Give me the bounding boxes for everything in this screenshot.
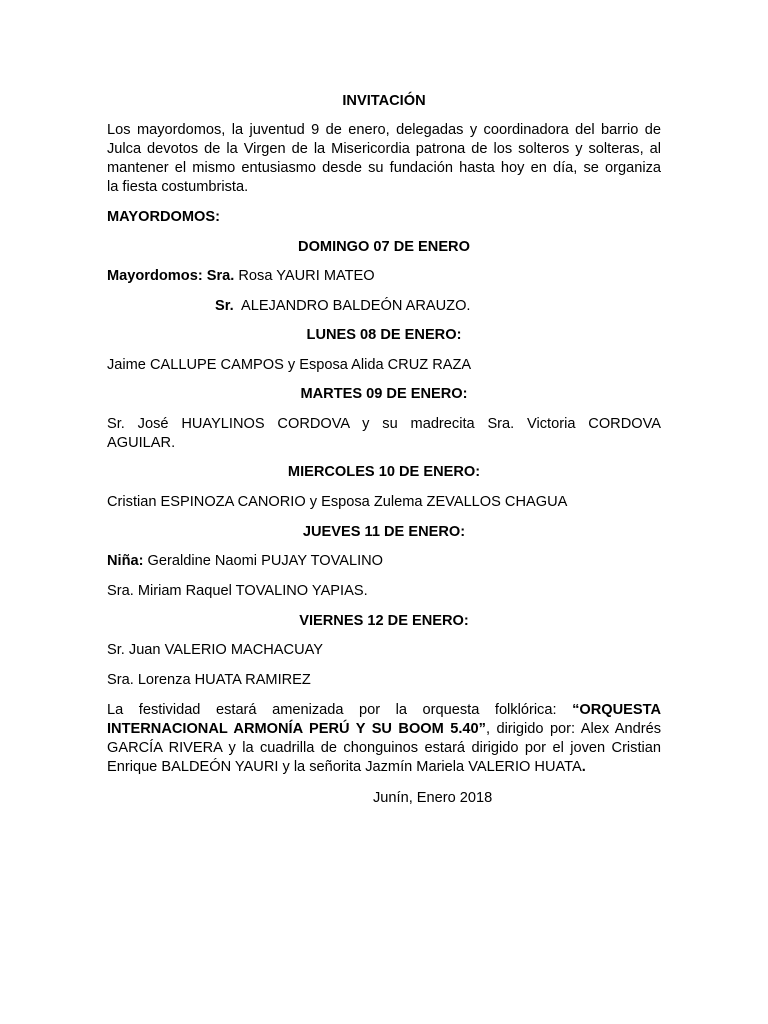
domingo-heading: DOMINGO 07 DE ENERO: [298, 239, 470, 255]
closing-line-1-text: La festividad estará amenizada por la orquesta folklórica:: [107, 702, 573, 718]
jueves-heading: JUEVES 11 DE ENERO:: [302, 524, 466, 540]
viernes-heading: VIERNES 12 DE ENERO:: [299, 613, 469, 629]
closing-line-4: [107, 758, 586, 777]
signoff-place-date: Junín, Enero 2018: [373, 790, 493, 806]
jueves-line-1: [107, 552, 383, 571]
closing-line-4-text: Enrique BALDEÓN YAURI y la señorita Jazmín Mariela VALERIO HUATA: [107, 759, 582, 775]
closing-line-1: [107, 701, 661, 720]
closing-line-2-text: , dirigido por: Alex Andrés: [485, 721, 661, 737]
domingo-line-2-label: Sr.: [215, 298, 234, 314]
lunes-text: Jaime CALLUPE CAMPOS y Esposa Alida CRUZ RAZA: [107, 357, 472, 373]
orchestra-name-end: INTERNACIONAL ARMONÍA PERÚ Y SU BOOM 5.40”: [107, 721, 486, 737]
closing-period: .: [581, 759, 586, 775]
domingo-line-2-name: ALEJANDRO BALDEÓN ARAUZO.: [233, 298, 471, 314]
closing-line-2: [107, 720, 661, 739]
orchestra-name-start: “ORQUESTA: [572, 702, 661, 718]
domingo-line-1: [107, 267, 375, 286]
miercoles-text: Cristian ESPINOZA CANORIO y Esposa Zulema ZEVALLOS CHAGUA: [107, 494, 568, 510]
martes-line-2: AGUILAR.: [107, 435, 176, 451]
jueves-line-2: Sra. Miriam Raquel TOVALINO YAPIAS.: [107, 583, 368, 599]
document-title: INVITACIÓN: [342, 93, 426, 109]
jueves-line-1-label: Niña:: [107, 553, 144, 569]
mayordomos-heading: MAYORDOMOS:: [107, 209, 220, 225]
intro-line-1: Los mayordomos, la juventud 9 de enero, delegadas y coordinadora del barrio de: [107, 122, 661, 138]
martes-line-1: Sr. José HUAYLINOS CORDOVA y su madrecita Sra. Victoria CORDOVA: [107, 416, 661, 432]
intro-line-4: la fiesta costumbrista.: [107, 179, 249, 195]
viernes-line-2: Sra. Lorenza HUATA RAMIREZ: [107, 672, 311, 688]
lunes-heading: LUNES 08 DE ENERO:: [306, 327, 462, 343]
intro-line-2: Julca devotos de la Virgen de la Misericordia patrona de los solteros y solteras, al: [107, 141, 661, 157]
martes-heading: MARTES 09 DE ENERO:: [300, 386, 468, 402]
closing-line-3: GARCÍA RIVERA y la cuadrilla de chonguinos estará dirigido por el joven Cristian: [107, 740, 661, 756]
domingo-line-1-label: Mayordomos: Sra.: [107, 268, 235, 284]
intro-line-3: mantener el mismo entusiasmo desde su fundación hasta hoy en día, se organiza: [107, 160, 661, 176]
jueves-line-1-name: Geraldine Naomi PUJAY TOVALINO: [143, 553, 384, 569]
miercoles-heading: MIERCOLES 10 DE ENERO:: [287, 464, 481, 480]
viernes-line-1: Sr. Juan VALERIO MACHACUAY: [107, 642, 323, 658]
domingo-line-1-name: Rosa YAURI MATEO: [234, 268, 375, 284]
domingo-line-2: [215, 297, 470, 316]
